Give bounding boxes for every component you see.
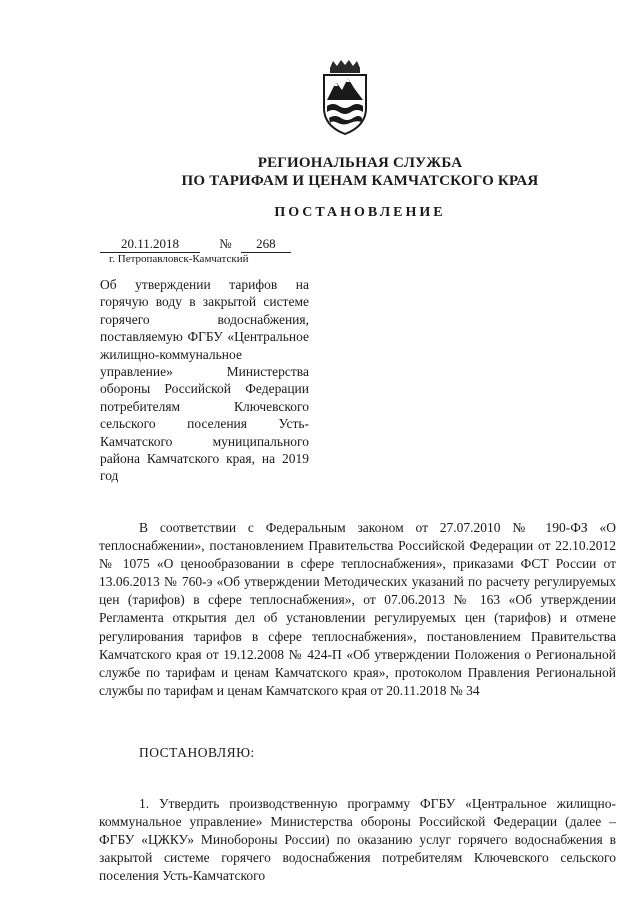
- document-date: 20.11.2018: [100, 236, 200, 253]
- city-name: г. Петропавловск-Камчатский: [109, 253, 249, 265]
- preamble-paragraph: В соответствии с Федеральным законом от 27.07.2010 № 190-ФЗ «О теплоснабжении», постановлением Правительства Российской Федерации от 22.10.2012 № 1075 «О ценообразовании в сфере теплоснабжения», приказами ФСТ России от 13.06.2013 № 760-э «Об утверждении Методических указаний по расчету регулируемых цен (тарифов) в сфере теплоснабжения», от 07.06.2013 № 163 «Об утверждении Регламента открытия дел об установлении регулируемых цен (тарифов) и отмене регулирования тарифов в сфере теплоснабжения», постановлением Правительства Камчатского края от 19.12.2008 № 424-П «Об утверждении Положения о Региональной службе по тарифам и ценам Камчатского края», протоколом Правления Региональной службы по тарифам и ценам Камчатского края от 20.11.2018 № 34: [99, 520, 616, 698]
- document-number: 268: [241, 236, 291, 253]
- resolve-heading: ПОСТАНОВЛЯЮ:: [139, 745, 255, 760]
- date-number-line: [100, 236, 291, 253]
- org-name-line2: ПО ТАРИФАМ И ЦЕНАМ КАМЧАТСКОГО КРАЯ: [181, 173, 539, 189]
- document-subject: Об утверждении тарифов на горячую воду в закрытой системе горячего водоснабжения, поставляемую ФГБУ «Центральное жилищно-коммунальное управление» Министерства обороны Российской Федерации потребителям Ключевского сельского поселения Усть-Камчатского муниципального района Камчатского края, на 2019 год: [100, 277, 309, 484]
- document-type-title: ПОСТАНОВЛЕНИЕ: [274, 205, 446, 220]
- clause-1-paragraph: 1. Утвердить производственную программу ФГБУ «Центральное жилищно-коммунальное управление» Министерства обороны Российской Федерации (далее – ФГБУ «ЦЖКУ» Минобороны России) по оказанию услуг горячего водоснабжения в закрытой системе горячего водоснабжения потребителям Ключевского сельского поселения Усть-Камчатского: [99, 796, 616, 884]
- org-name-line1: РЕГИОНАЛЬНАЯ СЛУЖБА: [257, 155, 463, 171]
- number-sign: №: [219, 236, 232, 251]
- coat-of-arms-emblem: [320, 60, 370, 136]
